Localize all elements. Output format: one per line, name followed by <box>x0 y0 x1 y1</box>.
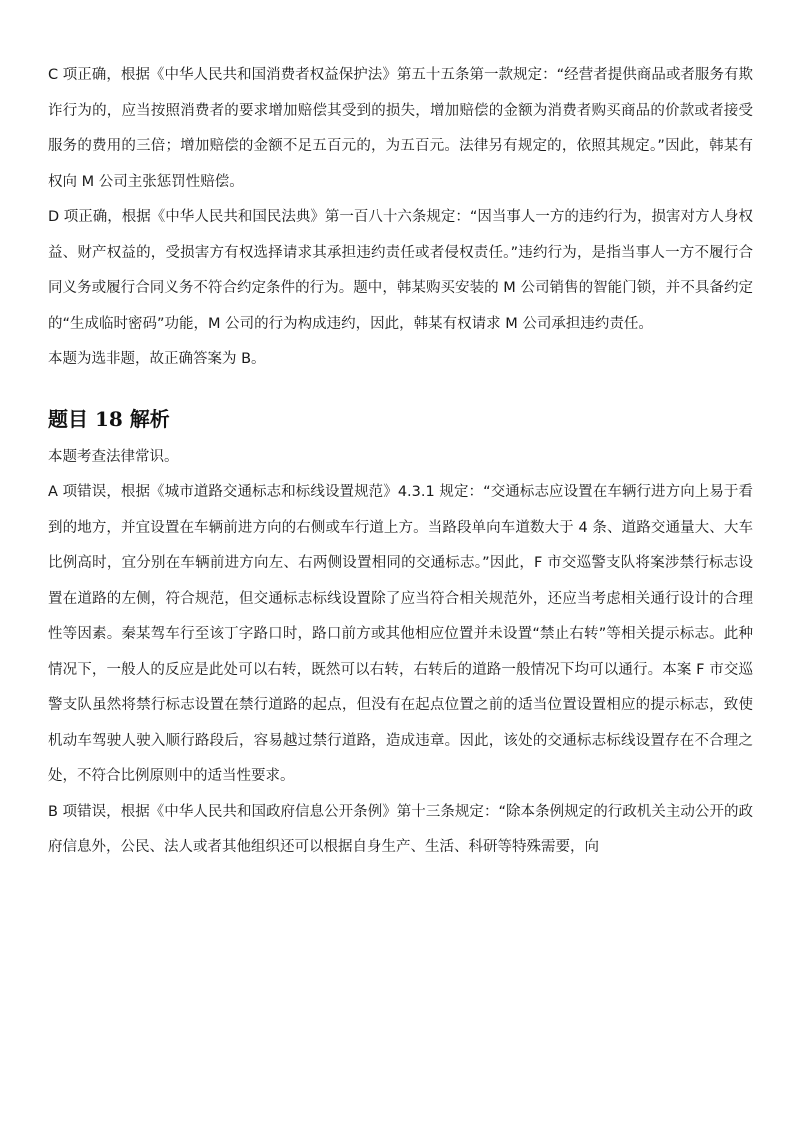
paragraph-option-c: C 项正确，根据《中华人民共和国消费者权益保护法》第五十五条第一款规定：“经营者提供商品或者服务有欺诈行为的，应当按照消费者的要求增加赔偿其受到的损失，增加赔偿的金额为消费者购买商品的价款或者接受服务的费用的三倍；增加赔偿的金额不足五百元的，为五百元。法律另有规定的，依照其规定。”因此，韩某有权向 M 公司主张惩罚性赔偿。 <box>48 67 753 190</box>
paragraph-option-d: D 项正确，根据《中华人民共和国民法典》第一百八十六条规定：“因当事人一方的违约行为，损害对方人身权益、财产权益的，受损害方有权选择请求其承担违约责任或者侵权责任。”违约行为，是指当事人一方不履行合同义务或履行合同义务不符合约定条件的行为。题中，韩某购买安装的 M 公司销售的智能门锁，并不具备约定的“生成临时密码”功能，M 公司的行为构成违约，因此，韩某有权请求 M 公司承担违约责任。 <box>48 209 753 332</box>
paragraph-option-a: A 项错误，根据《城市道路交通标志和标线设置规范》4.3.1 规定：“交通标志应设置在车辆行进方向上易于看到的地方，并宜设置在车辆前进方向的右侧或车行道上方。当路段单向车道数大于 4 条、道路交通量大、大车比例高时，宜分别在车辆前进方向左、右两侧设置相同的交通标志。”因此，F 市交巡警支队将案涉禁行标志设置在道路的左侧，符合规范，但交通标志标线设置除了应当符合相关规范外，还应当考虑相关通行设计的合理性等因素。秦某驾车行至该丁字路口时，路口前方或其他相应位置并未设置“禁止右转”等相关提示标志。此种情况下，一般人的反应是此处可以右转，既然可以右转，右转后的道路一般情况下均可以通行。本案 F 市交巡警支队虽然将禁行标志设置在禁行道路的起点，但没有在起点位置之前的适当位置设置相应的提示标志，致使机动车驾驶人驶入顺行路段后，容易越过禁行道路，造成违章。因此，该处的交通标志标线设置存在不合理之处，不符合比例原则中的适当性要求。 <box>48 484 753 784</box>
section-heading: 题目 18 解析 <box>48 406 170 431</box>
paragraph-intro: 本题考查法律常识。 <box>48 448 179 465</box>
paragraph-answer: 本题为选非题，故正确答案为 B。 <box>48 351 266 367</box>
paragraph-option-b: B 项错误，根据《中华人民共和国政府信息公开条例》第十三条规定：“除本条例规定的行政机关主动公开的政府信息外，公民、法人或者其他组织还可以根据自身生产、生活、科研等特殊需要，向 <box>48 803 753 855</box>
